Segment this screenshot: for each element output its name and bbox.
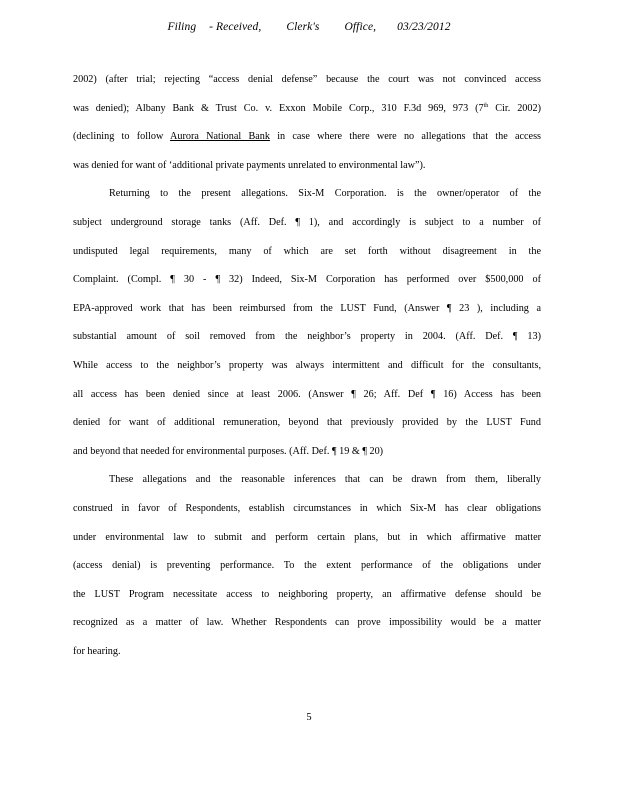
text-fragment: (declining to follow — [73, 131, 164, 143]
text-line — [73, 95, 541, 124]
text-line: Complaint. (Compl. ¶ 30 - ¶ 32) Indeed, Six-M Corporation has performed over $500,000 of — [73, 274, 541, 286]
text-line: substantial amount of soil removed from the neighbor’s property in 2004. (Aff. Def. ¶ 13) — [73, 331, 541, 343]
text-line — [73, 123, 541, 152]
text-line: under environmental law to submit and perform certain plans, but in which affirmative matter — [73, 531, 541, 543]
ordinal-superscript: th — [483, 102, 489, 109]
text-fragment: Cir. 2002) — [495, 102, 541, 114]
text-line: (access denial) is preventing performance. To the extent performance of the obligations under — [73, 560, 541, 572]
text-fragment: in case where there were no allegations that the access — [277, 131, 541, 143]
text-line: for hearing. — [73, 645, 121, 657]
text-line: all access has been denied since at least 2006. (Answer ¶ 26; Aff. Def ¶ 16) Access has been — [73, 388, 541, 400]
document-body — [73, 66, 541, 666]
text-fragment: was denied); Albany Bank & Trust Co. v. Exxon Mobile Corp., 310 F.3d 969, 973 (7 — [73, 102, 484, 114]
filing-stamp-header — [0, 21, 618, 33]
header-filing: Filing — [167, 21, 197, 33]
case-citation-underlined: Aurora National Bank — [170, 131, 270, 143]
page-number: 5 — [306, 712, 312, 723]
text-line: was denied for want of ‘additional private payments unrelated to environmental law”). — [73, 159, 426, 171]
text-line: undisputed legal requirements, many of which are set forth without disagreement in the — [73, 245, 541, 257]
paragraph-start-line: Returning to the present allegations. Six-M Corporation. is the owner/operator of the — [109, 188, 541, 200]
text-line: and beyond that needed for environmental purposes. (Aff. Def. ¶ 19 & ¶ 20) — [73, 445, 384, 457]
text-line: 2002) (after trial; rejecting “access denial defense” because the court was not convinced access — [73, 74, 541, 85]
text-line: EPA-approved work that has been reimbursed from the LUST Fund, (Answer ¶ 23 ), including a — [73, 302, 541, 314]
text-line: construed in favor of Respondents, establish circumstances in which Six-M has clear obligations — [73, 502, 541, 514]
header-office: Office, — [344, 21, 377, 33]
text-line: subject underground storage tanks (Aff. Def. ¶ 1), and accordingly is subject to a number of — [73, 216, 541, 228]
paragraph-start-line: These allegations and the reasonable inferences that can be drawn from them, liberally — [109, 474, 541, 486]
header-clerk: Clerk's — [286, 21, 320, 33]
text-line: recognized as a matter of law. Whether Respondents can prove impossibility would be a matter — [73, 617, 541, 629]
text-line: denied for want of additional remuneration, beyond that previously provided by the LUST Fund — [73, 417, 541, 429]
text-line: the LUST Program necessitate access to neighboring property, an affirmative defense should be — [73, 588, 541, 600]
text-line: While access to the neighbor’s property was always intermittent and difficult for the consultants, — [73, 359, 541, 371]
header-date: 03/23/2012 — [397, 21, 451, 33]
header-received: - Received, — [209, 21, 262, 33]
